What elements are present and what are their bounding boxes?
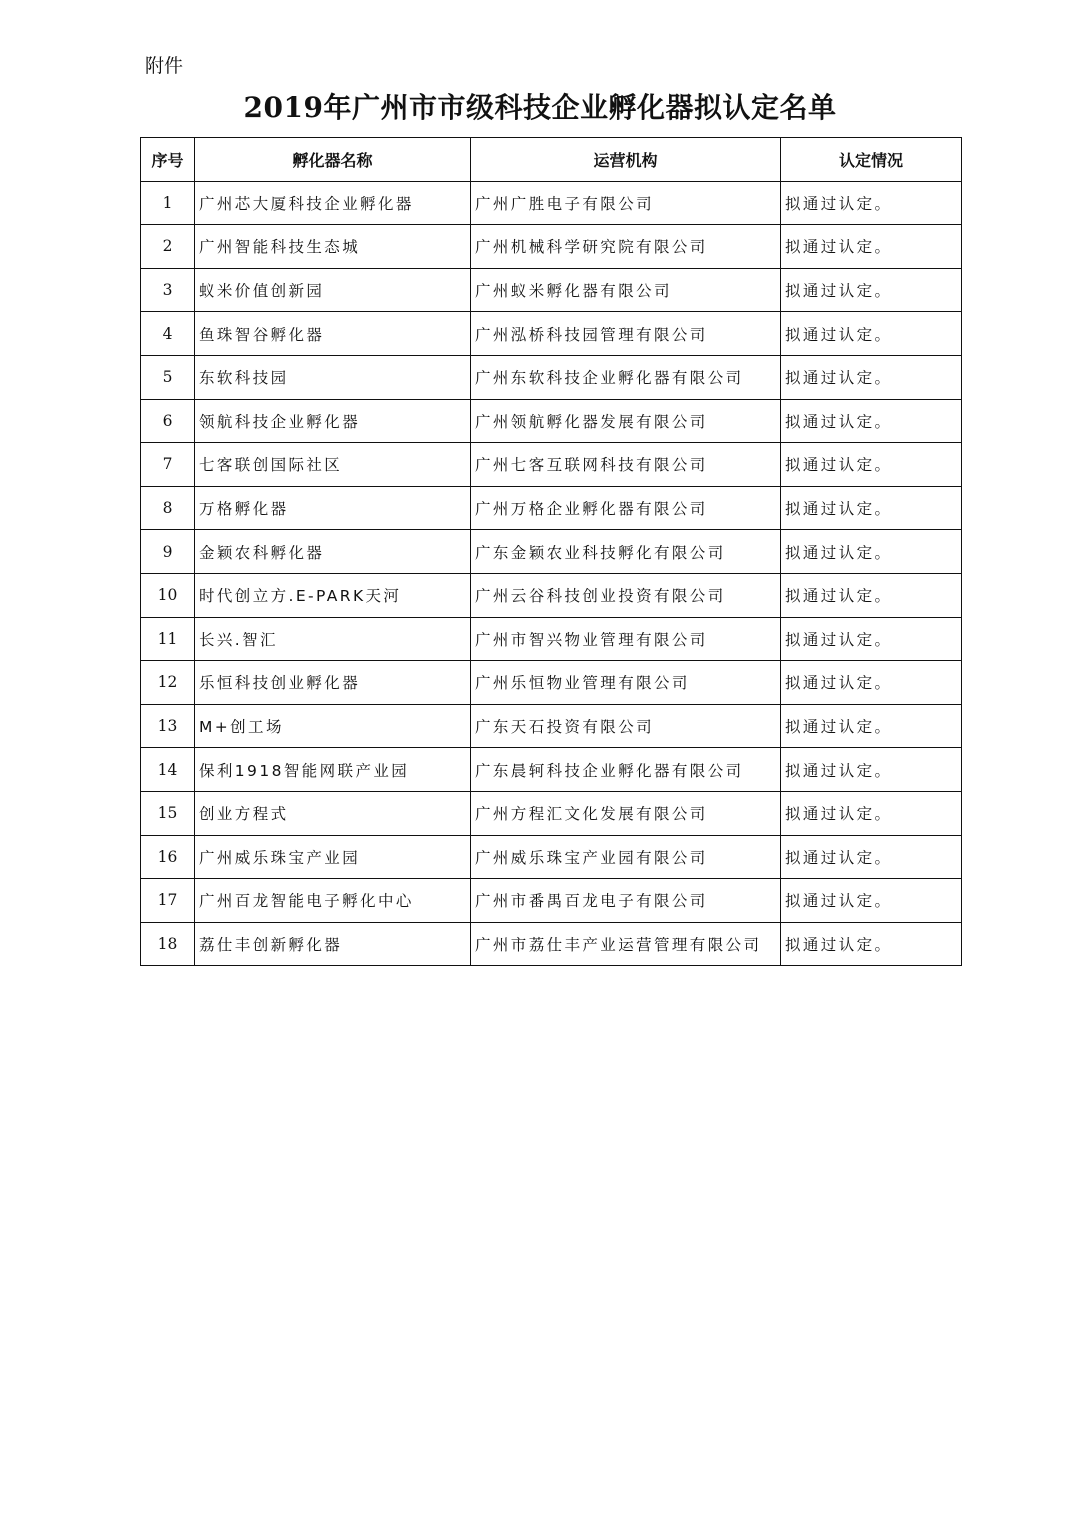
cell-incubator-name: 广州智能科技生态城 xyxy=(195,225,471,269)
cell-incubator-name: 保利1918智能网联产业园 xyxy=(195,748,471,792)
cell-incubator-name: 荔仕丰创新孵化器 xyxy=(195,922,471,966)
cell-incubator-name: 广州芯大厦科技企业孵化器 xyxy=(195,181,471,225)
table-row xyxy=(141,922,962,966)
table-row xyxy=(141,443,962,487)
incubator-table xyxy=(140,137,962,966)
cell-serial-number: 8 xyxy=(141,486,195,530)
cell-incubator-name: 广州威乐珠宝产业园 xyxy=(195,835,471,879)
cell-serial-number: 6 xyxy=(141,399,195,443)
table-row xyxy=(141,355,962,399)
cell-incubator-name: M+创工场 xyxy=(195,704,471,748)
cell-serial-number: 14 xyxy=(141,748,195,792)
table-row xyxy=(141,835,962,879)
cell-operating-organization: 广东金颖农业科技孵化有限公司 xyxy=(471,530,781,574)
cell-operating-organization: 广州市番禺百龙电子有限公司 xyxy=(471,879,781,923)
cell-serial-number: 5 xyxy=(141,355,195,399)
cell-serial-number: 17 xyxy=(141,879,195,923)
cell-certification-status: 拟通过认定。 xyxy=(781,573,962,617)
table-row xyxy=(141,573,962,617)
attachment-label: 附件 xyxy=(145,55,184,77)
cell-operating-organization: 广州领航孵化器发展有限公司 xyxy=(471,399,781,443)
cell-operating-organization: 广州方程汇文化发展有限公司 xyxy=(471,791,781,835)
cell-incubator-name: 金颖农科孵化器 xyxy=(195,530,471,574)
cell-serial-number: 15 xyxy=(141,791,195,835)
document-title: 2019年广州市市级科技企业孵化器拟认定名单 xyxy=(243,91,837,124)
cell-incubator-name: 蚁米价值创新园 xyxy=(195,268,471,312)
cell-incubator-name: 领航科技企业孵化器 xyxy=(195,399,471,443)
cell-operating-organization: 广州七客互联网科技有限公司 xyxy=(471,443,781,487)
cell-serial-number: 3 xyxy=(141,268,195,312)
table-row xyxy=(141,268,962,312)
cell-serial-number: 13 xyxy=(141,704,195,748)
cell-certification-status: 拟通过认定。 xyxy=(781,791,962,835)
cell-operating-organization: 广州乐恒物业管理有限公司 xyxy=(471,661,781,705)
cell-certification-status: 拟通过认定。 xyxy=(781,922,962,966)
table-header-row xyxy=(141,138,962,182)
cell-certification-status: 拟通过认定。 xyxy=(781,704,962,748)
cell-certification-status: 拟通过认定。 xyxy=(781,225,962,269)
cell-operating-organization: 广州泓桥科技园管理有限公司 xyxy=(471,312,781,356)
cell-incubator-name: 长兴.智汇 xyxy=(195,617,471,661)
cell-certification-status: 拟通过认定。 xyxy=(781,399,962,443)
cell-incubator-name: 鱼珠智谷孵化器 xyxy=(195,312,471,356)
cell-serial-number: 1 xyxy=(141,181,195,225)
cell-operating-organization: 广州蚁米孵化器有限公司 xyxy=(471,268,781,312)
cell-serial-number: 18 xyxy=(141,922,195,966)
table-row xyxy=(141,879,962,923)
header-certification-status: 认定情况 xyxy=(781,138,962,182)
cell-incubator-name: 创业方程式 xyxy=(195,791,471,835)
table-row xyxy=(141,617,962,661)
cell-certification-status: 拟通过认定。 xyxy=(781,879,962,923)
cell-serial-number: 2 xyxy=(141,225,195,269)
cell-incubator-name: 七客联创国际社区 xyxy=(195,443,471,487)
table-row xyxy=(141,486,962,530)
table-row xyxy=(141,181,962,225)
table-row xyxy=(141,312,962,356)
table-row xyxy=(141,399,962,443)
header-incubator-name: 孵化器名称 xyxy=(195,138,471,182)
cell-operating-organization: 广州云谷科技创业投资有限公司 xyxy=(471,573,781,617)
cell-serial-number: 10 xyxy=(141,573,195,617)
cell-operating-organization: 广东晨轲科技企业孵化器有限公司 xyxy=(471,748,781,792)
table-row xyxy=(141,661,962,705)
table-row xyxy=(141,530,962,574)
cell-incubator-name: 万格孵化器 xyxy=(195,486,471,530)
cell-serial-number: 4 xyxy=(141,312,195,356)
table-row xyxy=(141,704,962,748)
cell-certification-status: 拟通过认定。 xyxy=(781,486,962,530)
header-serial-number: 序号 xyxy=(141,138,195,182)
cell-operating-organization: 广州市智兴物业管理有限公司 xyxy=(471,617,781,661)
cell-serial-number: 11 xyxy=(141,617,195,661)
cell-serial-number: 9 xyxy=(141,530,195,574)
cell-operating-organization: 广州万格企业孵化器有限公司 xyxy=(471,486,781,530)
cell-certification-status: 拟通过认定。 xyxy=(781,181,962,225)
cell-incubator-name: 广州百龙智能电子孵化中心 xyxy=(195,879,471,923)
cell-certification-status: 拟通过认定。 xyxy=(781,355,962,399)
cell-serial-number: 16 xyxy=(141,835,195,879)
cell-operating-organization: 广州市荔仕丰产业运营管理有限公司 xyxy=(471,922,781,966)
cell-certification-status: 拟通过认定。 xyxy=(781,661,962,705)
cell-certification-status: 拟通过认定。 xyxy=(781,443,962,487)
cell-serial-number: 7 xyxy=(141,443,195,487)
cell-incubator-name: 东软科技园 xyxy=(195,355,471,399)
cell-serial-number: 12 xyxy=(141,661,195,705)
cell-incubator-name: 时代创立方.E-PARK天河 xyxy=(195,573,471,617)
table-body xyxy=(141,181,962,966)
cell-certification-status: 拟通过认定。 xyxy=(781,748,962,792)
cell-operating-organization: 广州东软科技企业孵化器有限公司 xyxy=(471,355,781,399)
cell-incubator-name: 乐恒科技创业孵化器 xyxy=(195,661,471,705)
cell-certification-status: 拟通过认定。 xyxy=(781,530,962,574)
table-row xyxy=(141,791,962,835)
cell-certification-status: 拟通过认定。 xyxy=(781,268,962,312)
table-row xyxy=(141,225,962,269)
table-row xyxy=(141,748,962,792)
cell-operating-organization: 广州广胜电子有限公司 xyxy=(471,181,781,225)
cell-certification-status: 拟通过认定。 xyxy=(781,835,962,879)
cell-certification-status: 拟通过认定。 xyxy=(781,312,962,356)
cell-operating-organization: 广州威乐珠宝产业园有限公司 xyxy=(471,835,781,879)
cell-operating-organization: 广州机械科学研究院有限公司 xyxy=(471,225,781,269)
cell-operating-organization: 广东天石投资有限公司 xyxy=(471,704,781,748)
header-operating-organization: 运营机构 xyxy=(471,138,781,182)
cell-certification-status: 拟通过认定。 xyxy=(781,617,962,661)
